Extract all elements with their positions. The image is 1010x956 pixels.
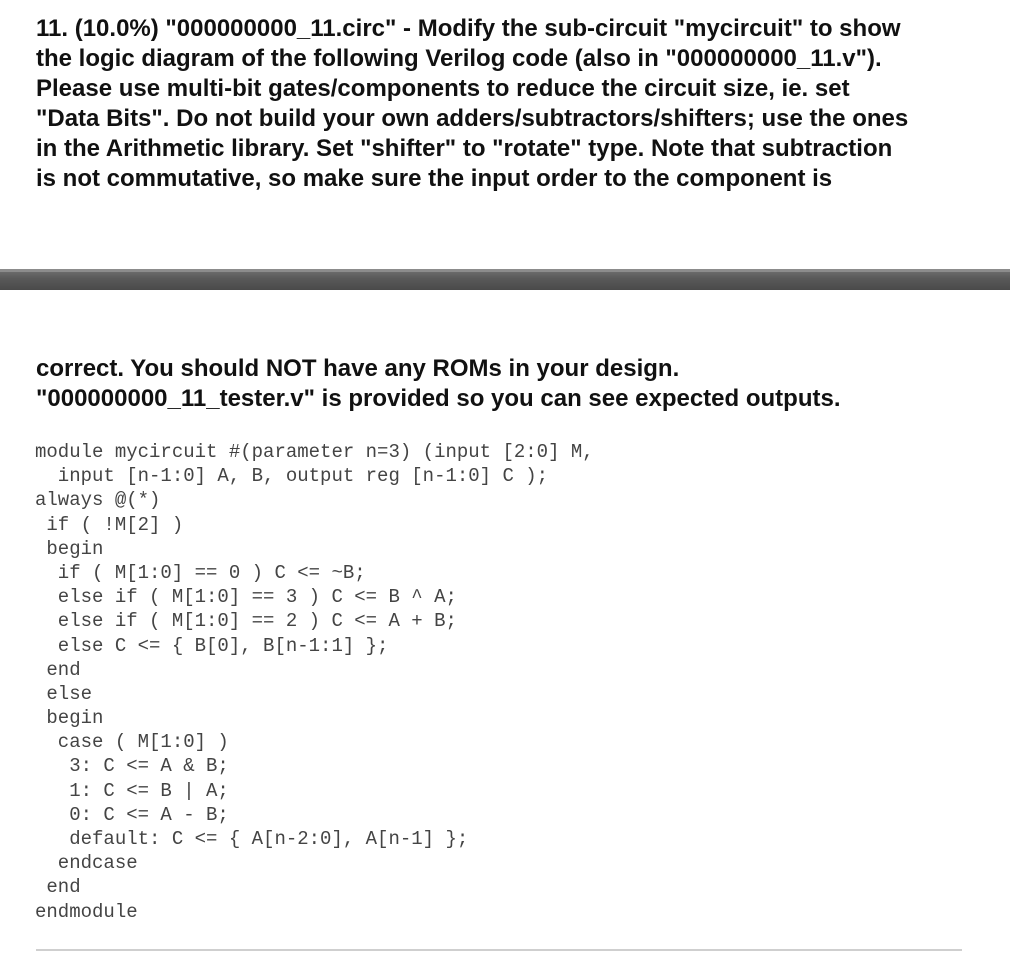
code-line: module mycircuit #(parameter n=3) (input [2:0] M, [35,441,594,463]
code-line: else if ( M[1:0] == 2 ) C <= A + B; [35,610,457,633]
code-line: begin [35,537,104,560]
bottom-divider [36,949,962,951]
code-line: else C <= { B[0], B[n-1:1] }; [35,634,389,657]
code-line: case ( M[1:0] ) [35,731,229,754]
verilog-code-block [35,440,594,924]
code-line: endcase [35,852,138,875]
code-line: 0: C <= A - B; [35,803,229,826]
heading-line: is not commutative, so make sure the input order to the component is [36,165,833,192]
heading-line: 11. (10.0%) "000000000_11.circ" - Modify the sub-circuit "mycircuit" to show [36,15,901,42]
continuation-line: correct. You should NOT have any ROMs in your design. [36,355,680,382]
question-heading [36,14,986,194]
code-line: begin [35,707,104,730]
code-line: if ( M[1:0] == 0 ) C <= ~B; [35,561,366,584]
code-line: endmodule [35,900,138,923]
code-line: default: C <= { A[n-2:0], A[n-1] }; [35,828,469,850]
code-line: end [35,658,81,681]
heading-line: "Data Bits". Do not build your own adders/subtractors/shifters; use the ones [36,105,909,132]
code-line: if ( !M[2] ) [35,513,184,536]
code-line: always @(*) [35,489,161,512]
heading-line: Please use multi-bit gates/components to reduce the circuit size, ie. set [36,75,850,102]
continuation-line: "000000000_11_tester.v" is provided so you can see expected outputs. [36,385,841,412]
code-line: end [35,876,81,899]
page-divider-band [0,269,1010,290]
question-continuation [36,354,986,414]
code-line: 1: C <= B | A; [35,779,229,802]
code-line: 3: C <= A & B; [35,755,229,778]
code-line: input [n-1:0] A, B, output reg [n-1:0] C ); [35,465,549,488]
heading-line: in the Arithmetic library. Set "shifter" to "rotate" type. Note that subtraction [36,135,893,162]
code-line: else [35,682,93,705]
page-divider-highlight [0,269,1010,272]
heading-line: the logic diagram of the following Verilog code (also in "000000000_11.v"). [36,45,882,72]
code-line: else if ( M[1:0] == 3 ) C <= B ^ A; [35,586,457,609]
